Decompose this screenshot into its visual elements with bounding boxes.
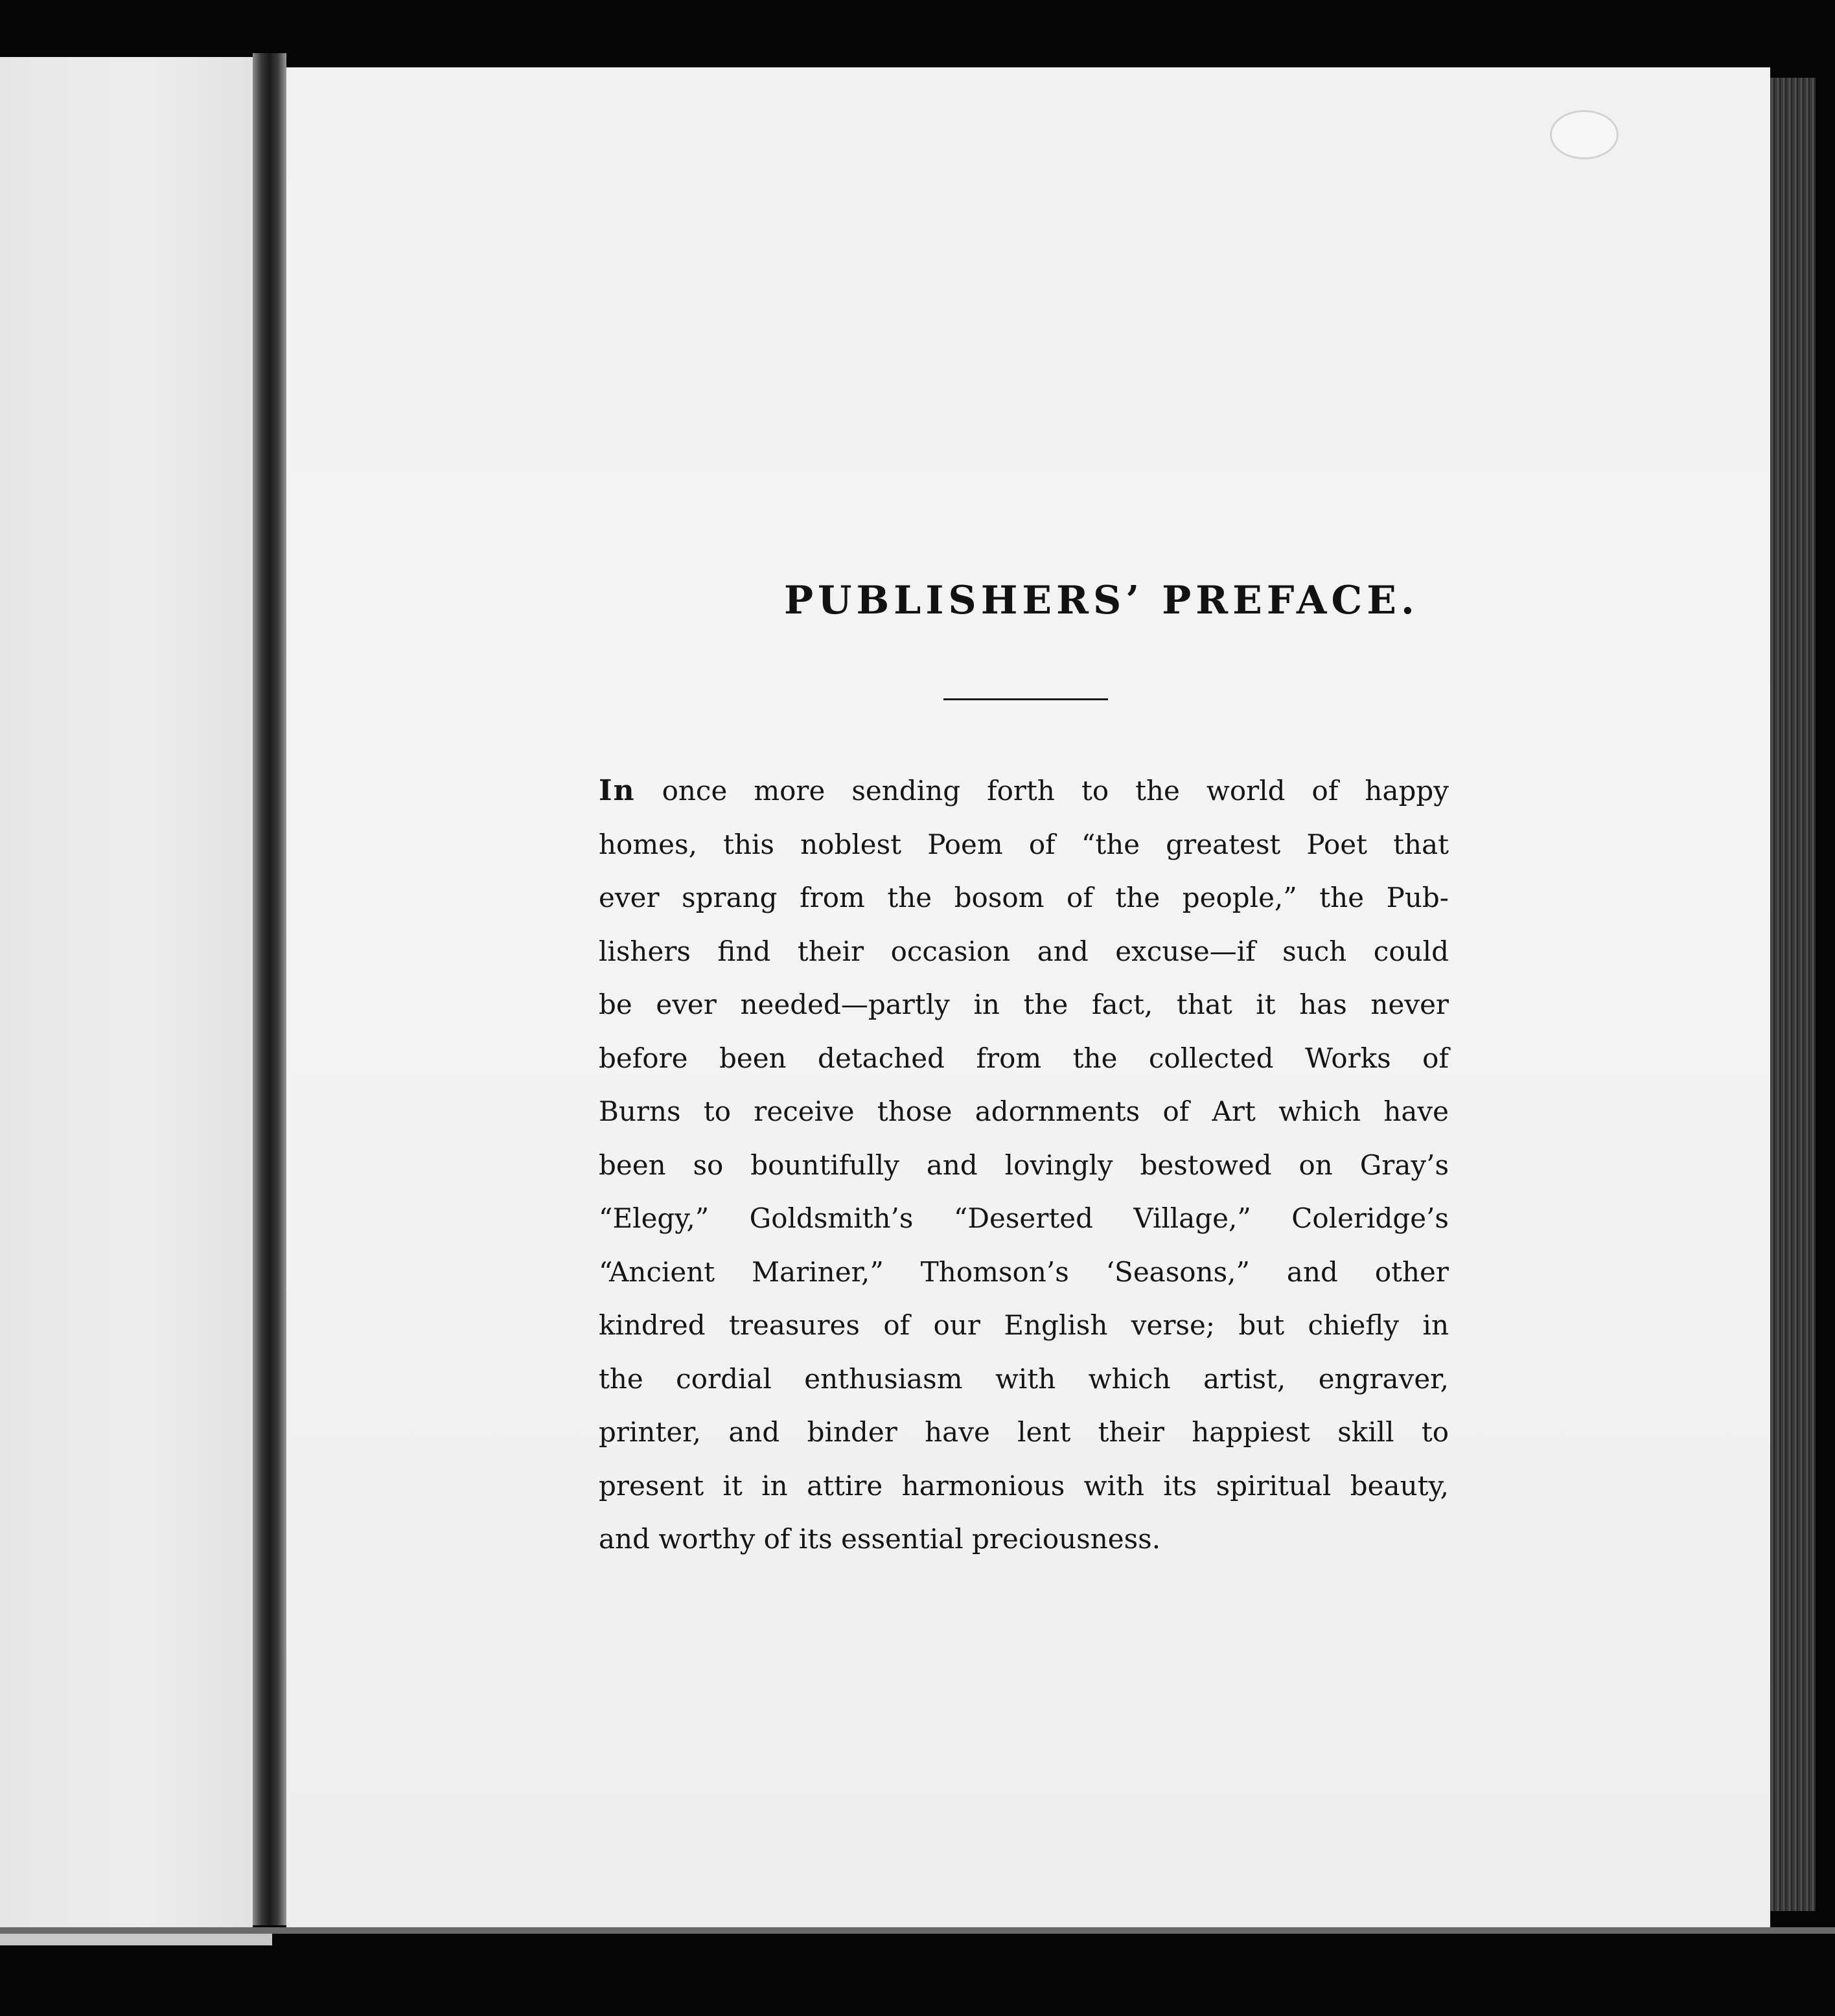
text-line: ever sprang from the bosom of the people,” the Pub- xyxy=(599,882,1449,913)
title-rule xyxy=(943,698,1108,700)
text-line: “Elegy,” Goldsmith’s “Deserted Village,” Coleridge’s xyxy=(599,1202,1449,1234)
preface-body xyxy=(599,764,1449,1566)
text-line: homes, this noblest Poem of “the greatest Poet that xyxy=(599,828,1449,860)
bottom-shadow xyxy=(0,1927,1835,1934)
text-line: printer, and binder have lent their happiest skill to xyxy=(599,1416,1449,1448)
text-line: present it in attire harmonious with its spiritual beauty, xyxy=(599,1469,1449,1502)
text-line: Burns to receive those adornments of Art which have xyxy=(599,1095,1449,1127)
book-gutter xyxy=(253,53,286,1925)
dropcap: In xyxy=(599,774,636,807)
page-title: PUBLISHERS’ PREFACE. xyxy=(784,578,1419,623)
text-line: before been detached from the collected Works of xyxy=(599,1042,1449,1074)
text-line: “Ancient Mariner,” Thomson’s ‘Seasons,” and other xyxy=(599,1255,1449,1288)
text-line-rest: once more sending forth to the world of happy xyxy=(635,775,1449,807)
text-line: be ever needed—partly in the fact, that it has never xyxy=(599,989,1449,1020)
text-line: kindred treasures of our English verse; but chiefly in xyxy=(599,1309,1449,1341)
text-line: the cordial enthusiasm with which artist, engraver, xyxy=(599,1362,1449,1395)
text-line-last: and worthy of its essential preciousness. xyxy=(599,1523,1161,1555)
page-edge xyxy=(1770,78,1816,1911)
text-line: been so bountifully and lovingly bestowed on Gray’s xyxy=(599,1149,1449,1181)
text-line xyxy=(599,764,1449,818)
left-blank-page xyxy=(0,57,253,1936)
left-page-bottom-edge xyxy=(0,1934,272,1945)
text-line: lishers find their occasion and excuse—if such could xyxy=(599,935,1449,967)
paper-stain xyxy=(1550,110,1619,159)
